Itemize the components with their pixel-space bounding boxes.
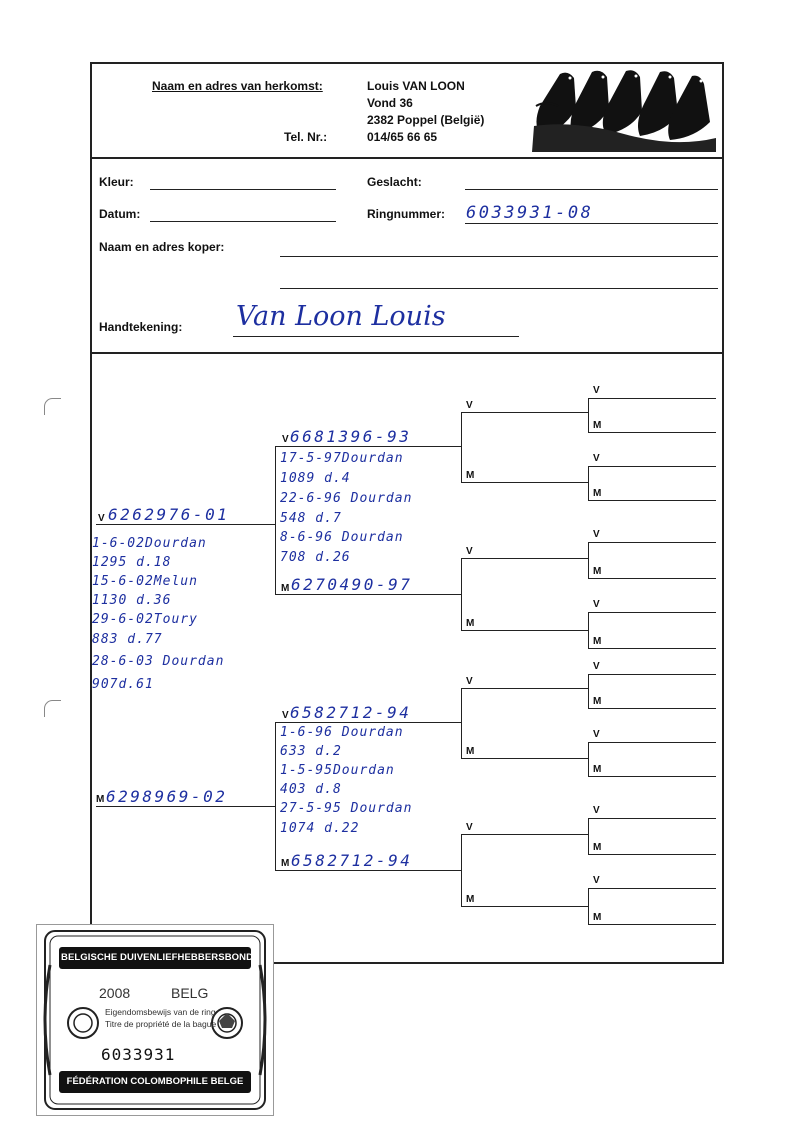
buyer-label: Naam en adres koper: xyxy=(99,240,225,254)
buyer-field-line-2[interactable] xyxy=(280,288,718,289)
sire-dam-ring: 6270490-97 xyxy=(291,575,413,594)
gen4-line xyxy=(588,742,716,743)
dam-sire-result: 1-5-95Dourdan xyxy=(280,763,395,778)
dam-dam-line xyxy=(275,870,462,871)
certificate-year: 2008 xyxy=(99,985,131,1001)
bracket-gen4 xyxy=(588,888,589,924)
address-line2: 2382 Poppel (België) xyxy=(367,113,485,127)
gen4-marker: M xyxy=(593,566,602,577)
gen4-line xyxy=(588,924,716,925)
gen4-marker: V xyxy=(593,661,600,672)
bracket-gen4 xyxy=(588,398,589,432)
gen3-marker: V xyxy=(466,822,473,833)
gen4-marker: V xyxy=(593,729,600,740)
sire-sire-result: 17-5-97Dourdan xyxy=(280,451,404,466)
bracket-gen3-2 xyxy=(461,558,462,630)
gen4-line xyxy=(588,854,716,855)
ring-number-field-line[interactable] xyxy=(465,223,718,224)
gen4-marker: V xyxy=(593,805,600,816)
sire-result: 15-6-02Melun xyxy=(92,574,198,589)
buyer-field-line-1[interactable] xyxy=(280,256,718,257)
sex-label: Geslacht: xyxy=(367,175,422,189)
bracket-gen3-3 xyxy=(461,688,462,758)
gen4-marker: V xyxy=(593,453,600,464)
certificate-bottom-banner: FÉDÉRATION COLOMBOPHILE BELGE xyxy=(66,1076,244,1087)
sire-result: 883 d.77 xyxy=(92,632,163,647)
gen4-line xyxy=(588,674,716,675)
signature-field-line[interactable] xyxy=(233,336,519,337)
gen3-line xyxy=(461,834,589,835)
dam-sire-result: 27-5-95 Dourdan xyxy=(280,801,413,816)
gen4-marker: M xyxy=(593,488,602,499)
bracket-gen4 xyxy=(588,542,589,578)
sire-marker: V xyxy=(98,513,105,524)
dam-sire-result: 1074 d.22 xyxy=(280,821,360,836)
gen3-line xyxy=(461,412,589,413)
gen4-line xyxy=(588,578,716,579)
signature-value: Van Loon Louis xyxy=(236,301,446,332)
gen4-line xyxy=(588,818,716,819)
color-field-line[interactable] xyxy=(150,189,336,190)
dam-line xyxy=(96,806,276,807)
signature-label: Handtekening: xyxy=(99,320,183,334)
gen4-marker: M xyxy=(593,636,602,647)
gen4-line xyxy=(588,398,716,399)
bracket-gen3-1 xyxy=(461,412,462,482)
gen3-line xyxy=(461,758,589,759)
gen3-marker: M xyxy=(466,618,475,629)
gen4-line xyxy=(588,776,716,777)
gen3-marker: M xyxy=(466,470,475,481)
gen3-marker: M xyxy=(466,894,475,905)
gen3-line xyxy=(461,906,589,907)
sex-field-line[interactable] xyxy=(465,189,718,190)
dam-sire-result: 1-6-96 Dourdan xyxy=(280,725,404,740)
gen3-line xyxy=(461,630,589,631)
dam-sire-ring: 6582712-94 xyxy=(290,703,412,722)
sire-dam-marker: M xyxy=(281,583,290,594)
bracket-gen4 xyxy=(588,674,589,708)
sire-sire-result: 22-6-96 Dourdan xyxy=(280,491,413,506)
gen4-line xyxy=(588,432,716,433)
gen4-marker: V xyxy=(593,385,600,396)
certificate-line1: Eigendomsbewijs van de ring xyxy=(105,1007,216,1017)
gen4-marker: M xyxy=(593,842,602,853)
gen4-line xyxy=(588,888,716,889)
sire-result: 907d.61 xyxy=(92,677,154,692)
bracket-sire xyxy=(275,446,276,594)
sire-sire-result: 708 d.26 xyxy=(280,550,351,565)
sire-sire-marker: V xyxy=(282,434,289,445)
dam-dam-marker: M xyxy=(281,858,290,869)
gen4-line xyxy=(588,466,716,467)
sire-sire-ring: 6681396-93 xyxy=(290,427,412,446)
bracket-gen4 xyxy=(588,466,589,500)
sire-result: 29-6-02Toury xyxy=(92,612,198,627)
origin-label: Naam en adres van herkomst: xyxy=(152,79,323,93)
date-field-line[interactable] xyxy=(150,221,336,222)
dam-sire-result: 403 d.8 xyxy=(280,782,342,797)
dam-sire-marker: V xyxy=(282,710,289,721)
bracket-gen4 xyxy=(588,742,589,776)
gen4-marker: V xyxy=(593,875,600,886)
bracket-gen3-4 xyxy=(461,834,462,906)
punch-hole-mark xyxy=(44,398,61,415)
phone-label: Tel. Nr.: xyxy=(284,130,328,144)
gen3-line xyxy=(461,482,589,483)
color-label: Kleur: xyxy=(99,175,134,189)
certificate-line2: Titre de propriété de la bague xyxy=(105,1019,217,1029)
gen4-line xyxy=(588,708,716,709)
sire-result: 1130 d.36 xyxy=(92,593,172,608)
gen4-marker: M xyxy=(593,764,602,775)
certificate-ring-number: 6033931 xyxy=(101,1045,176,1064)
sire-ring: 6262976-01 xyxy=(108,505,230,524)
gen4-marker: M xyxy=(593,696,602,707)
date-label: Datum: xyxy=(99,207,141,221)
dam-sire-line xyxy=(275,722,462,723)
gen4-marker: V xyxy=(593,529,600,540)
ring-number-value: 6033931-08 xyxy=(466,203,594,223)
gen4-marker: M xyxy=(593,912,602,923)
sire-dam-line xyxy=(275,594,462,595)
punch-hole-mark xyxy=(44,700,61,717)
gen4-line xyxy=(588,612,716,613)
sire-result: 28-6-03 Dourdan xyxy=(92,654,225,669)
gen4-line xyxy=(588,500,716,501)
bracket-dam xyxy=(275,722,276,870)
gen4-line xyxy=(588,648,716,649)
sire-sire-line xyxy=(275,446,462,447)
address-line1: Vond 36 xyxy=(367,96,413,110)
certificate-country: BELG xyxy=(171,985,209,1001)
ring-ownership-certificate xyxy=(36,924,274,1116)
gen4-marker: M xyxy=(593,420,602,431)
gen3-line xyxy=(461,688,589,689)
ring-number-label: Ringnummer: xyxy=(367,207,445,221)
section-divider-header xyxy=(90,157,724,159)
sire-sire-result: 548 d.7 xyxy=(280,511,342,526)
sire-result: 1-6-02Dourdan xyxy=(92,536,207,551)
gen3-marker: V xyxy=(466,546,473,557)
dam-sire-result: 633 d.2 xyxy=(280,744,342,759)
gen3-marker: V xyxy=(466,676,473,687)
dam-dam-ring: 6582712-94 xyxy=(291,851,413,870)
dam-ring: 6298969-02 xyxy=(106,787,228,806)
gen3-marker: M xyxy=(466,746,475,757)
sire-line xyxy=(96,524,276,525)
certificate-top-banner: BELGISCHE DUIVENLIEFHEBBERSBOND xyxy=(61,952,254,963)
sire-sire-result: 8-6-96 Dourdan xyxy=(280,530,404,545)
sire-result: 1295 d.18 xyxy=(92,555,172,570)
bracket-gen4 xyxy=(588,612,589,648)
owner-name: Louis VAN LOON xyxy=(367,79,465,93)
gen3-line xyxy=(461,558,589,559)
sire-sire-result: 1089 d.4 xyxy=(280,471,351,486)
pigeons-logo xyxy=(532,66,718,154)
dam-marker: M xyxy=(96,794,105,805)
bracket-gen4 xyxy=(588,818,589,854)
gen3-marker: V xyxy=(466,400,473,411)
section-divider-form xyxy=(90,352,724,354)
gen4-marker: V xyxy=(593,599,600,610)
phone-value: 014/65 66 65 xyxy=(367,130,438,144)
gen4-line xyxy=(588,542,716,543)
